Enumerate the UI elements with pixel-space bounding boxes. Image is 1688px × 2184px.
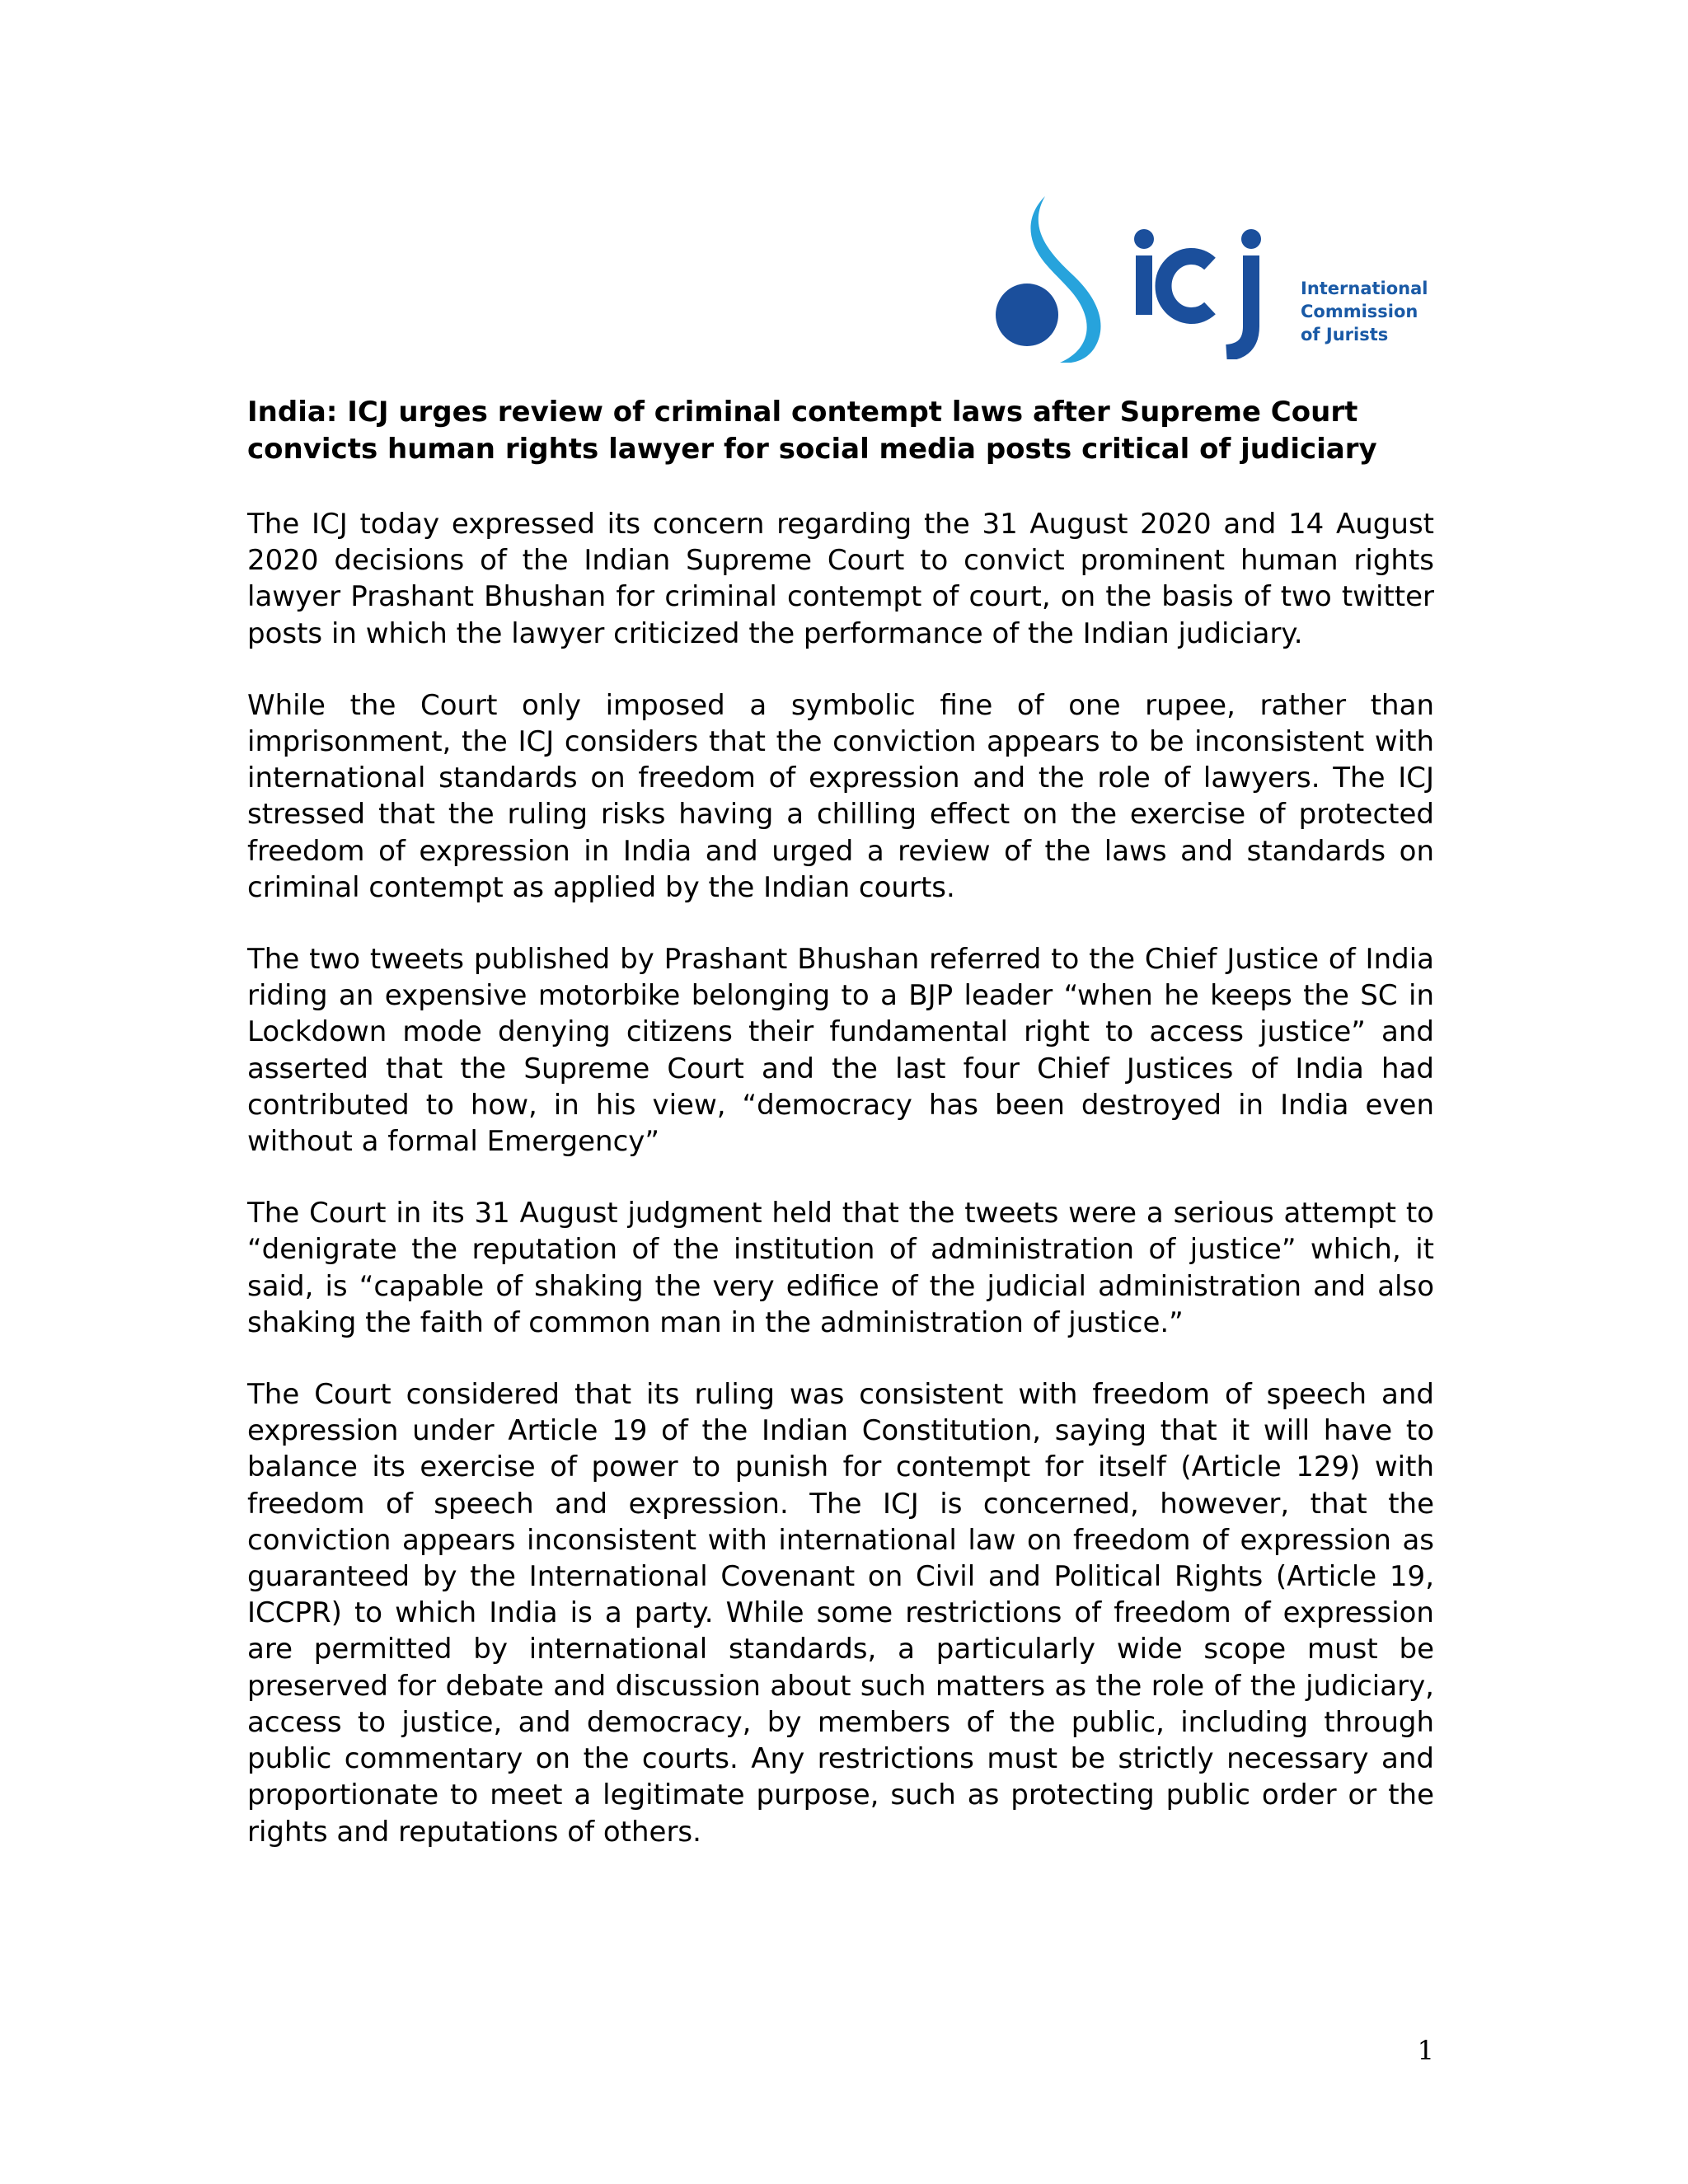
paragraph: The Court considered that its ruling was consistent with freedom of speech and expression under Article 19 of the Indian Constitution, saying that it will have to balance its exercise of power to punish for contempt for itself (Article 129) with freedom of speech and expression. The ICJ is concerned, however, that the conviction appears inconsistent with international law on freedom of expression as guaranteed by the International Covenant on Civil and Political Rights (Article 19, ICCPR) to which India is a party. While some restrictions of freedom of expression are permitted by international standards, a particularly wide scope must be preserved for debate and discussion about such matters as the role of the judiciary, access to justice, and democracy, by members of the public, including through public commentary on the courts. Any restrictions must be strictly necessary and proportionate to meet a legitimate purpose, such as protecting public order or the rights and reputations of others. bbox=[247, 1378, 1434, 1849]
paragraph: While the Court only imposed a symbolic fine of one rupee, rather than imprisonment, the ICJ considers that the conviction appears to be inconsistent with international standards on freedom of expression and the role of lawyers. The ICJ stressed that the ruling risks having a chilling effect on the exercise of protected freedom of expression in India and urged a review of the laws and standards on criminal contempt as applied by the Indian courts. bbox=[247, 688, 1434, 904]
press-release-title bbox=[247, 394, 1434, 468]
logo-tagline-line: International bbox=[1301, 279, 1428, 298]
title-line: India: ICJ urges review of criminal contempt laws after Supreme Court bbox=[247, 396, 1358, 429]
icj-wordmark-icon bbox=[1131, 227, 1287, 359]
paragraph: The ICJ today expressed its concern regarding the 31 August 2020 and 14 August 2020 decisions of the Indian Supreme Court to convict prominent human rights lawyer Prashant Bhushan for criminal contempt of court, on the basis of two twitter posts in which the lawyer criticized the performance of the Indian judiciary. bbox=[247, 508, 1434, 650]
paragraph: The Court in its 31 August judgment held that the tweets were a serious attempt to “denigrate the reputation of the institution of administration of justice” which, it said, is “capable of shaking the very edifice of the judicial administration and also shaking the faith of common man in the administration of justice.” bbox=[247, 1197, 1434, 1339]
page-number: 1 bbox=[1417, 2035, 1434, 2066]
paragraph: The two tweets published by Prashant Bhushan referred to the Chief Justice of India riding an expensive motorbike belonging to a BJP leader “when he keeps the SC in Lockdown mode denying citizens their fundamental right to access justice” and asserted that the Supreme Court and the last four Chief Justices of India had contributed to how, in his view, “democracy has been destroyed in India even without a formal Emergency” bbox=[247, 943, 1434, 1159]
logo-tagline-line: of Jurists bbox=[1301, 325, 1389, 344]
icj-drop-logo-icon bbox=[994, 194, 1126, 363]
icj-logo-tagline bbox=[1301, 277, 1441, 346]
logo-tagline-line: Commission bbox=[1301, 302, 1418, 321]
title-line: convicts human rights lawyer for social media posts critical of judiciary bbox=[247, 433, 1377, 466]
press-release-body bbox=[247, 394, 1434, 1850]
icj-logo bbox=[994, 194, 1439, 363]
